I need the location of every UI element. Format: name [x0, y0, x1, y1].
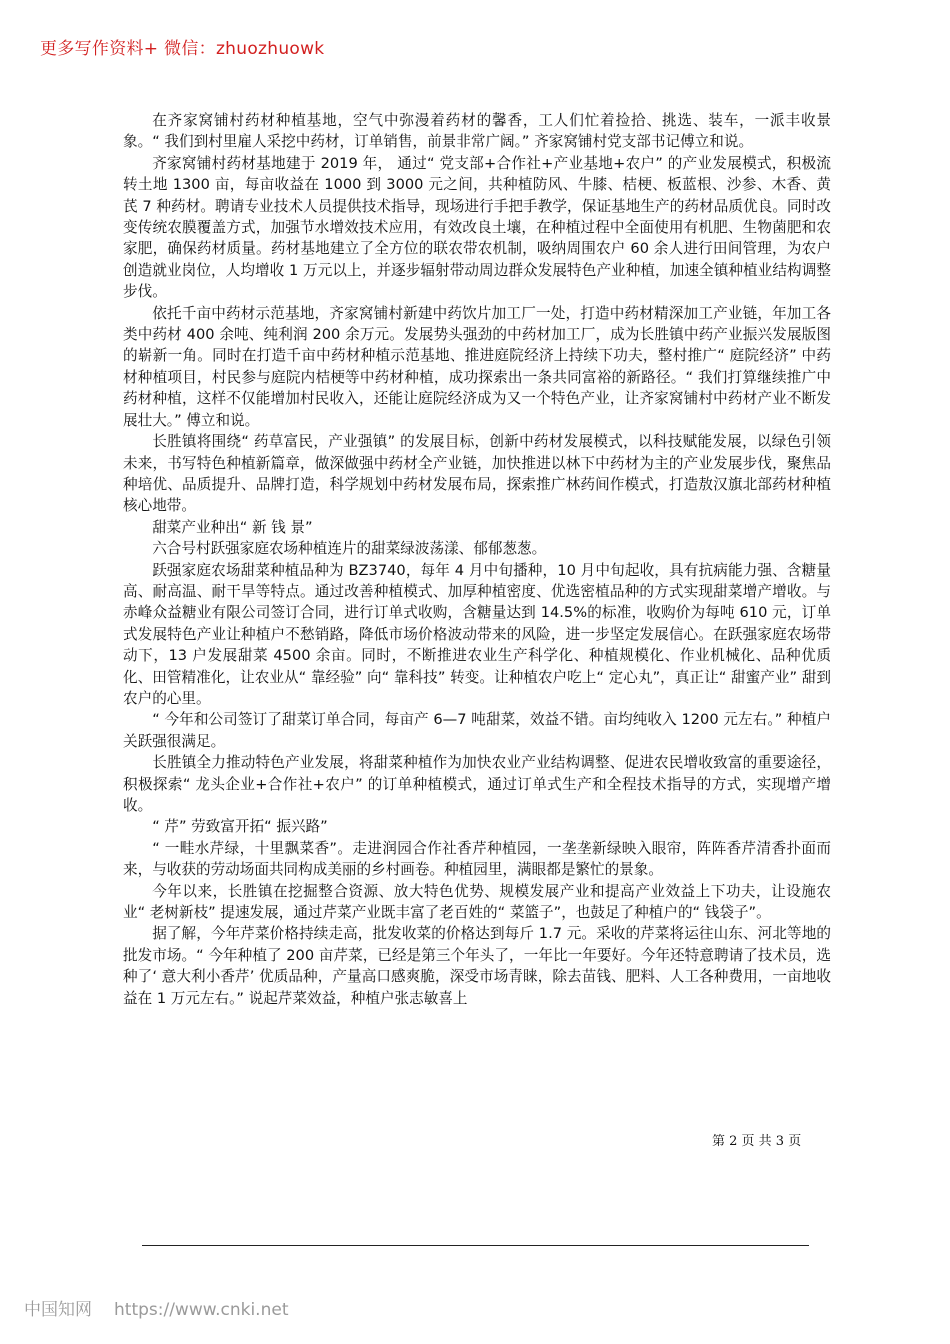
site-name: 中国知网: [24, 1300, 92, 1320]
body-paragraph: “ 今年和公司签订了甜菜订单合同，每亩产 6—7 吨甜菜，效益不错。亩均纯收入 1200 元左右。” 种植户关跃强很满足。: [123, 711, 831, 750]
body-paragraph: “ 一畦水芹绿，十里飘菜香”。走进润园合作社香芹种植园，一垄垄新绿映入眼帘，阵阵香芹清香扑面而来，与收获的劳动场面共同构成美丽的乡村画卷。种植园里，满眼都是繁忙的景象。: [123, 839, 831, 879]
document-body: [123, 110, 831, 1009]
body-paragraph: 六合号村跃强家庭农场种植连片的甜菜绿波荡漾、郁郁葱葱。: [152, 540, 547, 558]
page-number: 第 2 页 共 3 页: [712, 1134, 802, 1149]
body-paragraph: 长胜镇全力推动特色产业发展，将甜菜种植作为加快农业产业结构调整、促进农民增收致富的重要途径，积极探索“ 龙头企业+合作社+农户” 的订单种植模式，通过订单式生产和全程技术指导的方式，实现增产增收。: [123, 754, 831, 814]
body-paragraph: 齐家窝铺村药材基地建于 2019 年， 通过“ 党支部+合作社+产业基地+农户” 的产业发展模式，积极流转土地 1300 亩，每亩收益在 1000 到 3000 元之间，共种植防风、牛膝、桔梗、板蓝根、沙参、木香、黄芪 7 种药材。聘请专业技术人员提供技术指导，现场进行手把手教学，保证基地生产的药材品质优良。同时改变传统农膜覆盖方式，加强节水增效技术应用，有效改良土壤，在种植过程中全面使用有机肥、生物菌肥和农家肥，确保药材质量。药材基地建立了全方位的联农带农机制，吸纳周围农户 60 余人进行田间管理，为农户创造就业岗位，人均增收 1 万元以上，并逐步辐射带动周边群众发展特色产业种植，加速全镇种植业结构调整步伐。: [123, 154, 831, 301]
body-paragraph: 依托千亩中药材示范基地，齐家窝铺村新建中药饮片加工厂一处，打造中药材精深加工产业链，年加工各类中药材 400 余吨、纯利润 200 余万元。发展势头强劲的中药材加工厂，成为长胜镇中药产业振兴发展版图的崭新一角。同时在打造千亩中药材种植示范基地、推进庭院经济上持续下功夫，整村推广“ 庭院经济” 中药材种植项目，村民参与庭院内桔梗等中药材种植，成功探索出一条共同富裕的新路径。“ 我们打算继续推广中药材种植，这样不仅能增加村民收入，还能让庭院经济成为又一个特色产业，让齐家窝铺村中药材产业不断发展壮大。” 傅立和说。: [123, 304, 831, 429]
section-heading: 甜菜产业种出“ 新 钱 景”: [152, 518, 313, 536]
footer-watermark: [24, 1295, 288, 1320]
body-paragraph: 长胜镇将围绕“ 药草富民，产业强镇” 的发展目标，创新中药材发展模式，以科技赋能发展，以绿色引领未来，书写特色种植新篇章，做深做强中药材全产业链，加快推进以林下中药材为主的产业发展步伐，聚焦品种培优、品质提升、品牌打造，科学规划中药材发展布局，探索推广林药间作模式，打造敖汉旗北部药材种植核心地带。: [123, 433, 831, 515]
header-watermark: 更多写作资料+ 微信：zhuozhuowk: [40, 39, 325, 59]
body-paragraph: 跃强家庭农场甜菜种植品种为 BZ3740，每年 4 月中旬播种，10 月中旬起收，具有抗病能力强、含糖量高、耐高温、耐干旱等特点。通过改善种植模式、加厚种植密度、优选密植品种的方式实现甜菜增产增收。与赤峰众益糖业有限公司签订合同，进行订单式收购，含糖量达到 14.5%的标准，收购价为每吨 610 元，订单式发展特色产业让种植户不愁销路，降低市场价格波动带来的风险，进一步坚定发展信心。在跃强家庭农场带动下，13 户发展甜菜 4500 余亩。同时，不断推进农业生产科学化、种植规模化、作业机械化、品种优质化、田管精准化，让农业从“ 靠经验” 向“ 靠科技” 转变。让种植农户吃上“ 定心丸”，真正让“ 甜蜜产业” 甜到农户的心里。: [123, 561, 831, 707]
footer-divider: [142, 1245, 809, 1246]
section-heading: “ 芹” 劳致富开拓“ 振兴路”: [152, 818, 328, 836]
body-paragraph: 据了解，今年芹菜价格持续走高，批发收菜的价格达到每斤 1.7 元。采收的芹菜将运往山东、河北等地的批发市场。“ 今年种植了 200 亩芹菜，已经是第三个年头了，一年比一年要好。今年还特意聘请了技术员，选种了‘ 意大利小香芹’ 优质品种，产量高口感爽脆，深受市场青睐，除去苗钱、肥料、人工各种费用，一亩地收益在 1 万元左右。” 说起芹菜效益，种植户张志敏喜上: [123, 925, 831, 1007]
body-paragraph: 在齐家窝铺村药材种植基地，空气中弥漫着药材的馨香，工人们忙着捡拾、挑选、装车，一派丰收景象。“ 我们到村里雇人采挖中药材，订单销售，前景非常广阔。” 齐家窝铺村党支部书记傅立和说。: [123, 112, 831, 151]
site-url[interactable]: https://www.cnki.net: [114, 1300, 289, 1320]
body-paragraph: 今年以来，长胜镇在挖掘整合资源、放大特色优势、规模发展产业和提高产业效益上下功夫，让设施农业“ 老树新枝” 提速发展，通过芹菜产业既丰富了老百姓的“ 菜篮子”，也鼓足了种植户的“ 钱袋子”。: [123, 882, 831, 922]
